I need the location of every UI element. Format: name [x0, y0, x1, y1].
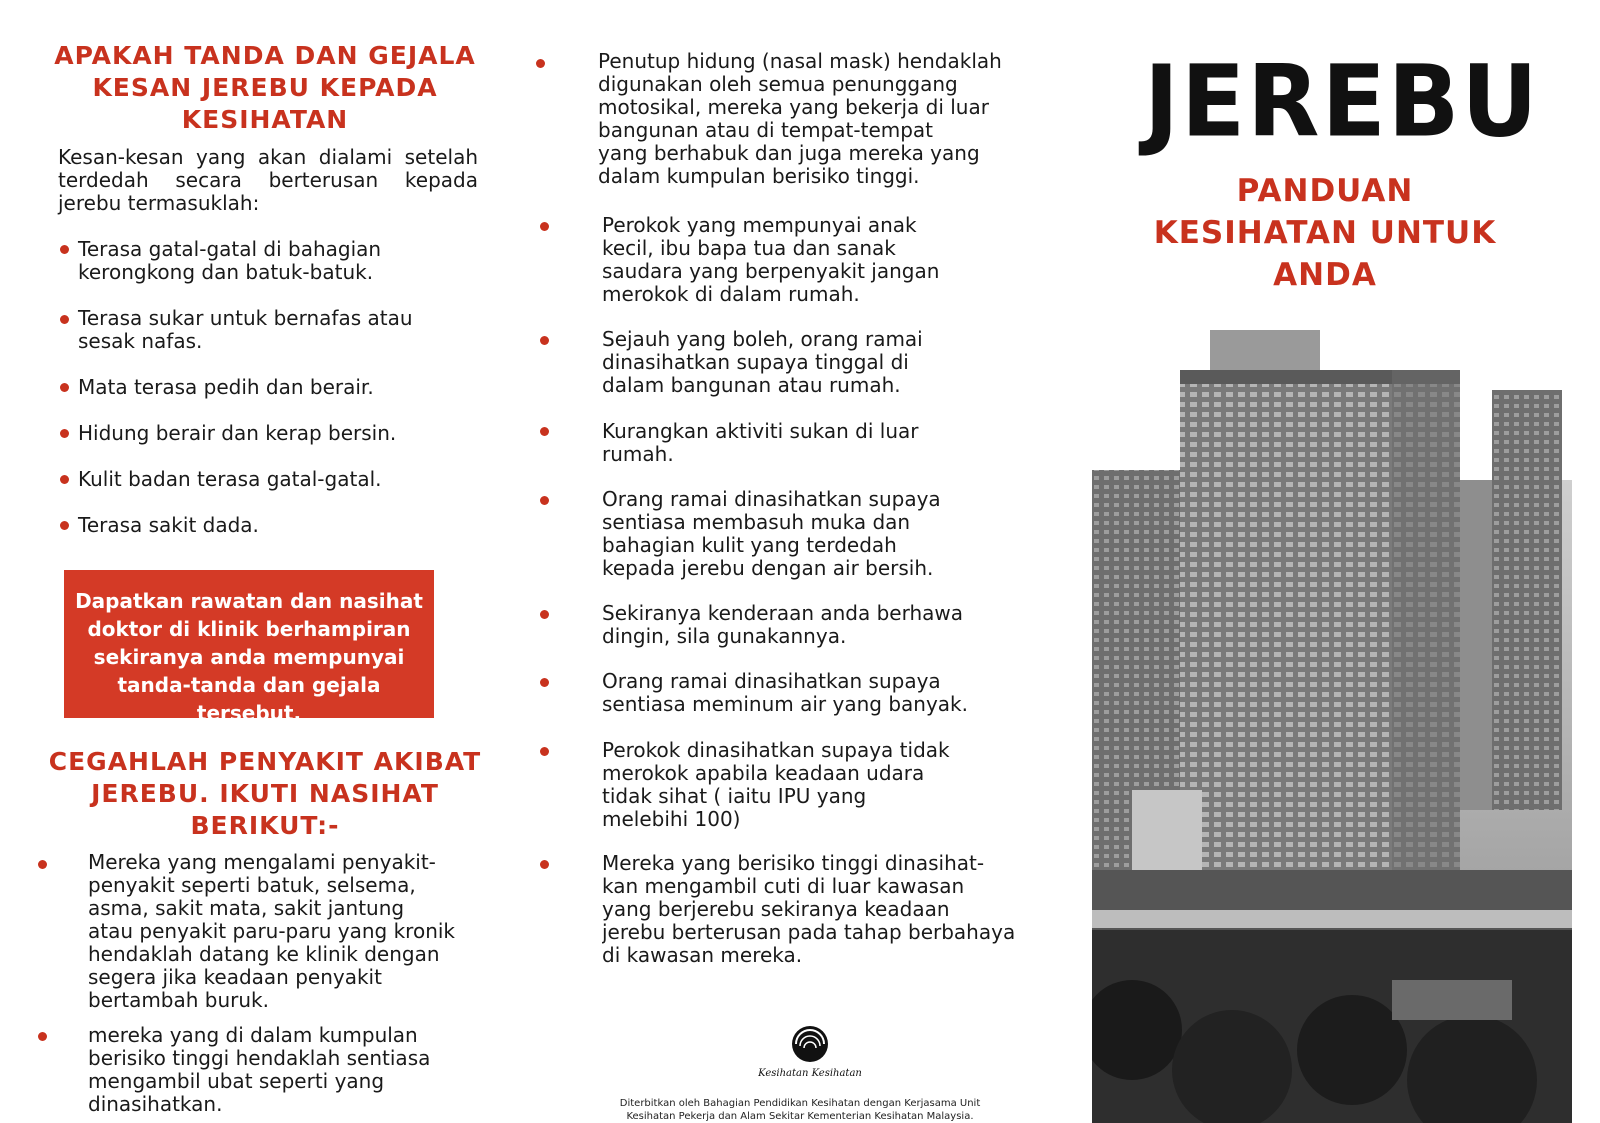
bullet-icon: [540, 427, 549, 436]
list-item: Sejauh yang boleh, orang ramai dinasihatkan supaya tinggal di dalam bangunan atau rumah.: [602, 327, 923, 397]
bullet-icon: [60, 475, 69, 484]
bullet-icon: [60, 245, 69, 254]
bullet-icon: [540, 610, 549, 619]
list-item: Orang ramai dinasihatkan supaya sentiasa meminum air yang banyak.: [602, 669, 968, 716]
symptoms-heading: APAKAH TANDA DAN GEJALA KESAN JEREBU KEPADA KESIHATAN: [54, 41, 476, 134]
right-panel: [1060, 0, 1600, 1123]
list-item: Perokok dinasihatkan supaya tidak merokok apabila keadaan udara tidak sihat ( iaitu IPU yang melebihi 100): [602, 738, 950, 831]
bullet-icon: [540, 860, 549, 869]
hazy-building-photo: [1092, 330, 1572, 1123]
bullet-icon: [38, 1032, 47, 1041]
list-item: mereka yang di dalam kumpulan berisiko tinggi hendaklah sentiasa mengambil ubat seperti yang dinasihatkan.: [88, 1023, 431, 1116]
list-item: Orang ramai dinasihatkan supaya sentiasa membasuh muka dan bahagian kulit yang terdedah kepada jerebu dengan air bersih.: [602, 487, 941, 580]
list-item: Kulit badan terasa gatal-gatal.: [78, 467, 382, 491]
bullet-icon: [60, 315, 69, 324]
left-panel: [0, 0, 530, 1123]
bullet-icon: [536, 59, 545, 68]
bullet-icon: [540, 747, 549, 756]
prevention-heading: CEGAHLAH PENYAKIT AKIBAT JEREBU. IKUTI NASIHAT BERIKUT:-: [48, 747, 482, 840]
list-item: Kurangkan aktiviti sukan di luar rumah.: [602, 419, 919, 466]
list-item: Penutup hidung (nasal mask) hendaklah digunakan oleh semua penunggang motosikal, mereka yang bekerja di luar bangunan atau di tempat-tempat yang berhabuk dan juga mereka yang dalam kumpulan berisiko tinggi.: [598, 49, 1002, 188]
list-item: Terasa gatal-gatal di bahagian kerongkong dan batuk-batuk.: [78, 237, 382, 284]
bullet-icon: [540, 678, 549, 687]
bullet-icon: [540, 496, 549, 505]
list-item: Mereka yang berisiko tinggi dinasihat- kan mengambil cuti di luar kawasan yang berjerebu sekiranya keadaan jerebu berterusan pada tahap berbahaya di kawasan mereka.: [602, 852, 1016, 967]
list-item: Terasa sukar untuk bernafas atau sesak nafas.: [78, 306, 413, 353]
list-item: Sekiranya kenderaan anda berhawa dingin, sila gunakannya.: [602, 601, 964, 648]
cover-title: JEREBU: [1144, 45, 1540, 160]
list-item: Terasa sakit dada.: [78, 513, 259, 537]
list-item: Mata terasa pedih dan berair.: [78, 375, 374, 399]
bullet-icon: [60, 383, 69, 392]
logo-signature: Kesihatan Kesihatan: [758, 1068, 862, 1079]
middle-panel: [530, 0, 1060, 1123]
symptoms-intro: Kesan-kesan yang akan dialami setelah terdedah secara berterusan kepada jerebu termasuklah:: [58, 145, 478, 215]
bullet-icon: [540, 222, 549, 231]
doctor-notice-box: Dapatkan rawatan dan nasihat doktor di klinik berhampiran sekiranya anda mempunyai tanda-tanda dan gejala tersebut.: [64, 570, 434, 718]
cover-subtitle: PANDUAN KESIHATAN UNTUK ANDA: [1153, 173, 1497, 293]
bullet-icon: [540, 336, 549, 345]
bullet-icon: [60, 429, 69, 438]
publisher-footer: Diterbitkan oleh Bahagian Pendidikan Kesihatan dengan Kerjasama Unit Kesihatan Pekerja dan Alam Sekitar Kementerian Kesihatan Malaysia.: [619, 1098, 981, 1122]
bullet-icon: [38, 860, 47, 869]
list-item: Perokok yang mempunyai anak kecil, ibu bapa tua dan sanak saudara yang berpenyakit jangan merokok di dalam rumah.: [602, 213, 940, 306]
list-item: Mereka yang mengalami penyakit- penyakit seperti batuk, selsema, asma, sakit mata, sakit jantung atau penyakit paru-paru yang kronik hendaklah datang ke klinik dengan segera jika keadaan penyakit bertambah buruk.: [88, 850, 456, 1012]
bullet-icon: [60, 521, 69, 530]
ministry-logo: [750, 1024, 870, 1084]
list-item: Hidung berair dan kerap bersin.: [78, 421, 397, 445]
